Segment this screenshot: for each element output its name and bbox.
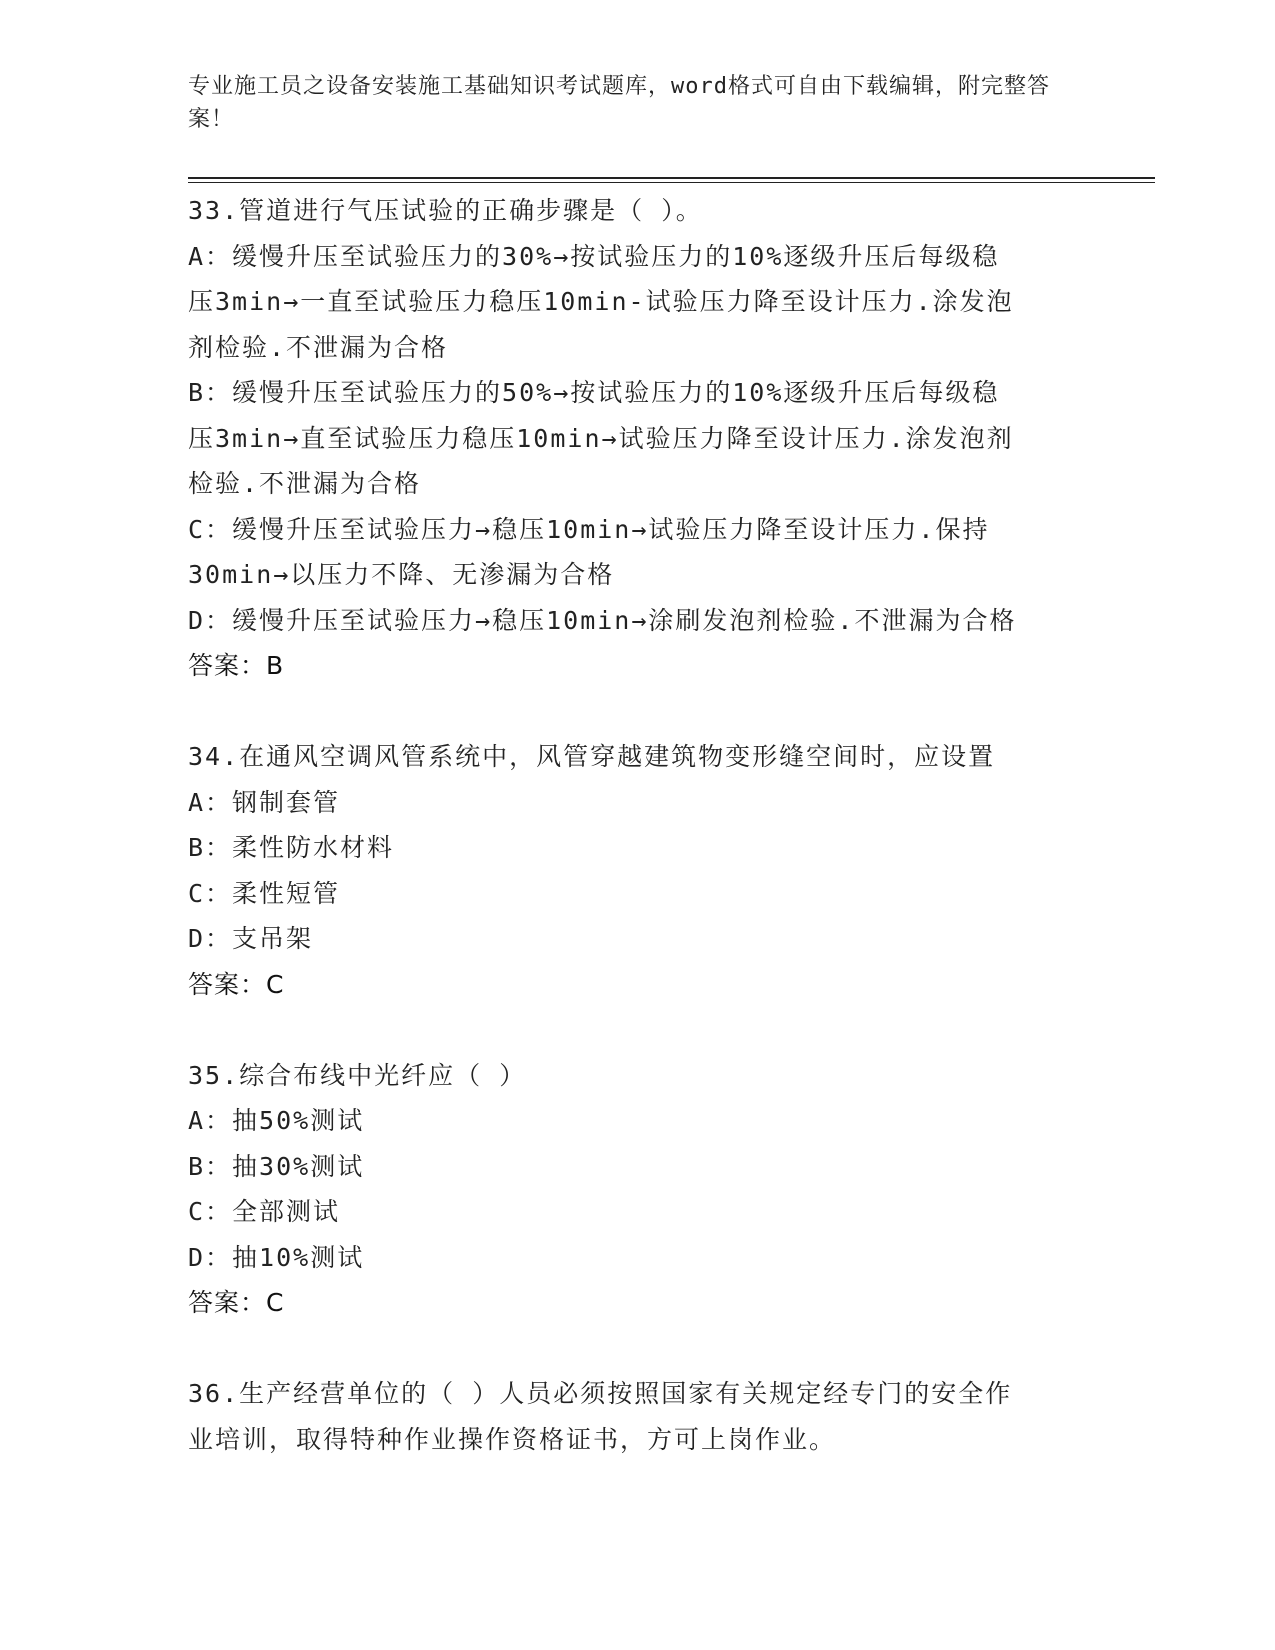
option-a: A：钢制套管 [188, 787, 341, 817]
question-34 [188, 734, 1088, 1007]
option-c: C：全部测试 [188, 1197, 341, 1226]
question-stem: 34.在通风空调风管系统中，风管穿越建筑物变形缝空间时，应设置 [188, 742, 996, 771]
option-c-continued: 30min→以压力不降、无渗漏为合格 [188, 560, 615, 589]
question-stem: 33.管道进行气压试验的正确步骤是（ ）。 [188, 196, 703, 225]
answer-label: 答案：B [188, 651, 285, 680]
option-a: A：缓慢升压至试验压力的30%→按试验压力的10%逐级升压后每级稳 [188, 241, 1000, 271]
option-b-continued: 检验.不泄漏为合格 [188, 469, 422, 498]
option-b: B：抽30%测试 [188, 1151, 365, 1181]
question-stem-continued: 业培训，取得特种作业操作资格证书，方可上岗作业。 [188, 1424, 837, 1454]
question-stem: 36.生产经营单位的（ ）人员必须按照国家有关规定经专门的安全作 [188, 1379, 1013, 1408]
option-c: C：柔性短管 [188, 878, 341, 908]
option-a-continued: 剂检验.不泄漏为合格 [188, 332, 449, 362]
option-a: A：抽50%测试 [188, 1106, 365, 1135]
question-33 [188, 188, 1088, 689]
question-spacer [188, 1007, 1088, 1053]
question-list [188, 188, 1088, 1462]
option-d: D：支吊架 [188, 924, 314, 953]
answer-label: 答案：C [188, 969, 285, 999]
option-b-continued: 压3min→直至试验压力稳压10min→试验压力降至设计压力.涂发泡剂 [188, 423, 1014, 453]
option-d: D：抽10%测试 [188, 1242, 365, 1272]
option-c: C：缓慢升压至试验压力→稳压10min→试验压力降至设计压力.保持 [188, 514, 990, 544]
option-a-continued: 压3min→一直至试验压力稳压10min-试验压力降至设计压力.涂发泡 [188, 287, 1014, 316]
question-35 [188, 1053, 1088, 1326]
question-spacer [188, 689, 1088, 735]
question-stem: 35.综合布线中光纤应（ ） [188, 1060, 527, 1090]
question-spacer [188, 1326, 1088, 1372]
option-b: B：缓慢升压至试验压力的50%→按试验压力的10%逐级升压后每级稳 [188, 378, 1000, 407]
question-36 [188, 1371, 1088, 1462]
answer-label: 答案：C [188, 1288, 285, 1317]
option-d: D：缓慢升压至试验压力→稳压10min→涂刷发泡剂检验.不泄漏为合格 [188, 605, 1017, 635]
header-divider-thick [188, 177, 1155, 179]
document-header: 专业施工员之设备安装施工基础知识考试题库，word格式可自由下载编辑，附完整答案！ [188, 74, 1050, 132]
header-divider-thin [188, 182, 1155, 183]
option-b: B：柔性防水材料 [188, 833, 395, 862]
